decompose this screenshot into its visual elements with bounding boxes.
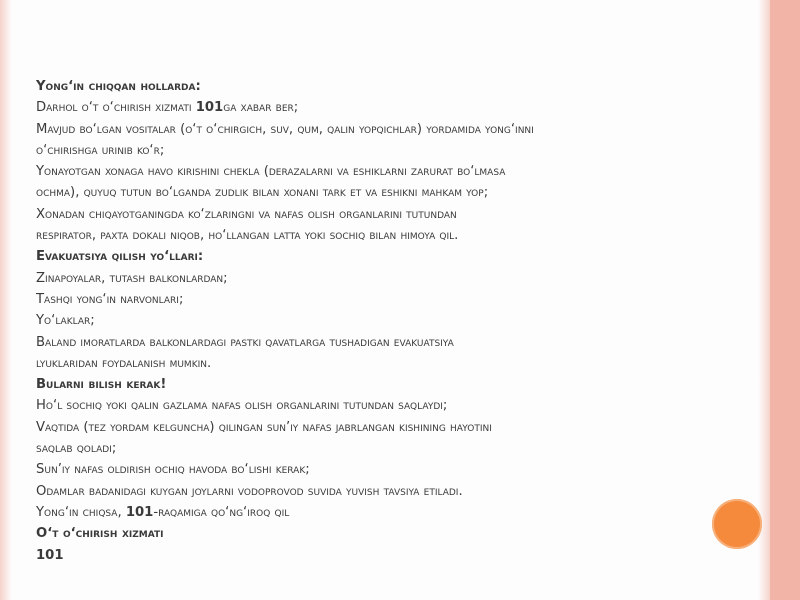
text-part: Yong‘in chiqsa, — [36, 504, 126, 520]
text-part: -raqamiga qo‘ng‘iroq qil — [153, 504, 290, 520]
evacuation-item: lyuklaridan foydalanish mumkin. — [36, 355, 212, 371]
instruction-line: Yonayotgan xonaga havo kirishini chekla (derazalarni va eshiklarni zarurat bo‘lmasa — [36, 164, 506, 180]
slide-left-edge — [0, 0, 12, 600]
instruction-line: respirator, paxta dokali niqob, ho‘llangan latta yoki sochiq bilan himoya qil. — [36, 228, 459, 244]
orange-circle-decoration — [712, 499, 762, 549]
evacuation-item: Yo‘laklar; — [36, 313, 95, 329]
instruction-line: o‘chirishga urinib ko‘r; — [36, 142, 165, 158]
fact-line: saqlab qoladi; — [36, 441, 117, 457]
heading-evacuation-routes: Evakuatsiya qilish yo‘llari: — [36, 249, 204, 265]
heading-fire-situation: Yong‘in chiqqan hollarda: — [36, 79, 201, 94]
fact-line: Vaqtida (tez yordam kelguncha) qilingan sun’iy nafas jabrlangan kishining hayotini — [36, 419, 492, 435]
fact-line: Odamlar badanidagi kuygan joylarni vodoprovod suvida yuvish tavsiya etiladi. — [36, 483, 463, 499]
text-part: Darhol o‘t o‘chirish xizmati — [36, 100, 196, 116]
evacuation-item: Tashqi yong‘in narvonlari; — [36, 291, 184, 307]
instruction-line: Xonadan chiqayotganingda ko‘zlaringni va nafas olish organlarini tutundan — [36, 206, 457, 222]
instruction-line — [36, 97, 746, 118]
instruction-line: ochma), quyuq tutun bo‘lganda zudlik bilan xonani tark et va eshikni mahkam yop; — [36, 185, 489, 201]
slide-right-edge — [758, 0, 770, 600]
slide-content — [36, 76, 746, 566]
emergency-number: 101 — [195, 100, 224, 116]
evacuation-item: Zinapoyalar, tutash balkonlardan; — [36, 270, 228, 286]
fact-line: Sun’iy nafas oldirish ochiq havoda bo‘lishi kerak; — [36, 462, 310, 478]
heading-fire-service: O‘t o‘chirish xizmati — [36, 526, 164, 542]
instruction-line: Mavjud bo‘lgan vositalar (o‘t o‘chirgich, suv, qum, qalin yopqichlar) yordamida yong‘inni — [36, 121, 534, 137]
right-accent-band — [770, 0, 800, 600]
emergency-number: 101 — [125, 504, 154, 520]
text-part: ga xabar ber; — [223, 100, 299, 116]
fire-service-number: 101 — [36, 547, 64, 563]
fact-line: Ho‘l sochiq yoki qalin gazlama nafas olish organlarini tutundan saqlaydi; — [36, 398, 448, 414]
evacuation-item: Baland imoratlarda balkonlardagi pastki qavatlarga tushadigan evakuatsiya — [36, 334, 454, 350]
fact-line — [36, 502, 746, 523]
heading-must-know: Bularni bilish kerak! — [36, 377, 167, 393]
